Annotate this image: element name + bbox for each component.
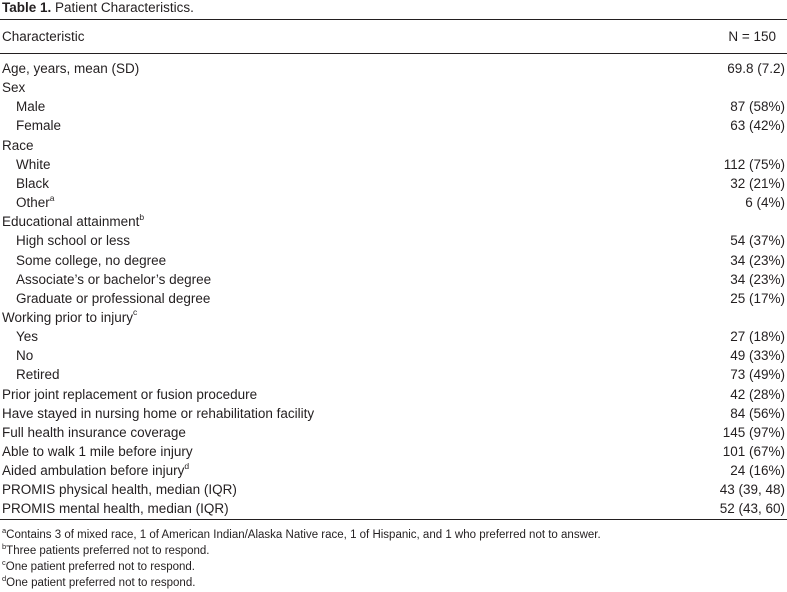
footnote-text: Contains 3 of mixed race, 1 of American Indian/Alaska Native race, 1 of Hispanic, and 1 who preferred not to answer.: [6, 529, 601, 541]
row-label: [16, 174, 49, 193]
row-label: [16, 270, 211, 289]
row-label-text: Able to walk 1 mile before injury: [2, 444, 193, 459]
table-row: [0, 116, 787, 135]
row-label: [16, 116, 61, 135]
table-row: [0, 155, 787, 174]
row-label: [2, 136, 34, 155]
table-row: [0, 385, 787, 404]
table-caption: [2, 0, 194, 16]
row-value: 112 (75%): [723, 156, 785, 172]
footnote-mark: b: [2, 542, 7, 552]
row-value: 145 (97%): [722, 424, 785, 440]
row-label-text: PROMIS physical health, median (IQR): [2, 482, 237, 498]
row-label: [16, 155, 51, 174]
table-row: [0, 461, 787, 480]
footnote: [2, 560, 195, 575]
footnote-text: One patient preferred not to respond.: [5, 561, 195, 573]
row-label: [2, 78, 25, 97]
row-label: [16, 251, 166, 270]
table-row: [0, 346, 787, 365]
row-label-text: Educational attainment: [2, 214, 140, 230]
row-label-text: Working prior to injury: [2, 309, 134, 325]
row-value: 69.8 (7.2): [727, 61, 785, 76]
row-value: 42 (28%): [730, 386, 785, 402]
row-value: 27 (18%): [730, 329, 785, 345]
row-value: 101 (67%): [722, 444, 785, 459]
row-label: [2, 423, 186, 442]
table-row: [0, 480, 787, 499]
table-row: [0, 59, 787, 78]
row-label: [16, 365, 60, 384]
table-row: [0, 212, 787, 231]
table-header-row: [0, 27, 787, 46]
footnote-marker: c: [133, 307, 138, 318]
row-value: 34 (23%): [730, 271, 785, 287]
row-label: [2, 442, 193, 461]
table-caption-label: Table 1.: [2, 0, 52, 15]
footnote-marker: a: [49, 192, 55, 203]
row-label-text: Other: [16, 195, 50, 210]
row-label-text: No: [16, 348, 34, 364]
row-label-text: High school or less: [16, 233, 131, 249]
row-label: [16, 289, 210, 308]
table-row: [0, 251, 787, 270]
table-row: [0, 270, 787, 289]
row-value: 6 (4%): [745, 195, 785, 210]
header-characteristic: Characteristic: [2, 29, 85, 44]
row-label: [16, 231, 130, 250]
row-label-text: Yes: [16, 329, 39, 345]
row-label: [2, 212, 144, 231]
row-label: [2, 59, 139, 78]
table-row: [0, 78, 787, 97]
table-row: [0, 231, 787, 250]
table-row: [0, 423, 787, 442]
row-label-text: Some college, no degree: [16, 252, 167, 268]
footnote-marker: b: [139, 211, 145, 222]
table-row: [0, 404, 787, 423]
table-row: [0, 174, 787, 193]
table-row: [0, 289, 787, 308]
row-value: 34 (23%): [730, 252, 785, 268]
table-row: [0, 193, 787, 212]
footnote: [2, 544, 209, 559]
row-label-text: Associate’s or bachelor’s degree: [16, 271, 212, 287]
row-value: 24 (16%): [730, 463, 785, 479]
row-label-text: Prior joint replacement or fusion procedure: [2, 386, 258, 402]
table-row: [0, 136, 787, 155]
footnote-mark: c: [2, 558, 6, 568]
row-label-text: Aided ambulation before injury: [2, 463, 185, 479]
row-label: [2, 404, 314, 423]
top-rule: [0, 19, 787, 20]
row-label-text: White: [16, 156, 51, 172]
footnote: [2, 576, 195, 591]
row-value: 32 (21%): [730, 175, 785, 191]
row-value: 52 (43, 60): [719, 501, 785, 517]
row-value: 73 (49%): [730, 367, 785, 383]
row-label: [16, 193, 55, 212]
row-label-text: Graduate or professional degree: [16, 290, 211, 306]
table-row: [0, 442, 787, 461]
row-label: [2, 480, 237, 499]
row-label-text: Black: [16, 175, 50, 191]
row-label: [2, 499, 229, 518]
row-label: [16, 97, 45, 116]
row-label-text: Sex: [2, 80, 26, 96]
row-value: 49 (33%): [730, 348, 785, 364]
row-label: [16, 346, 33, 365]
row-label-text: Race: [2, 137, 34, 153]
row-value: 25 (17%): [730, 290, 785, 306]
row-label-text: Retired: [16, 367, 60, 383]
row-label-text: Age, years, mean (SD): [2, 61, 140, 76]
row-value: 43 (39, 48): [719, 482, 785, 498]
row-label-text: Have stayed in nursing home or rehabilitation facility: [2, 405, 315, 421]
row-label: [2, 461, 189, 480]
row-label: [16, 327, 38, 346]
table-row: [0, 327, 787, 346]
row-value: 84 (56%): [730, 405, 785, 421]
footnote-text: One patient preferred not to respond.: [6, 577, 196, 589]
row-value: 63 (42%): [730, 118, 785, 134]
header-n: N = 150: [728, 29, 776, 44]
footnote-mark: d: [2, 574, 7, 584]
footnote-text: Three patients preferred not to respond.: [6, 545, 210, 557]
row-label: [2, 385, 257, 404]
footnote-marker: d: [184, 460, 190, 471]
row-label-text: Male: [16, 99, 46, 115]
footnote-mark: a: [2, 526, 7, 536]
header-rule: [0, 53, 787, 54]
table-row: [0, 308, 787, 327]
row-value: 54 (37%): [730, 233, 785, 249]
table-caption-text: Patient Characteristics.: [55, 0, 194, 15]
table-row: [0, 97, 787, 116]
row-value: 87 (58%): [730, 99, 785, 115]
row-label-text: PROMIS mental health, median (IQR): [2, 501, 229, 517]
table-row: [0, 499, 787, 518]
row-label-text: Female: [16, 118, 62, 134]
table-row: [0, 365, 787, 384]
footnote: [2, 528, 601, 543]
row-label-text: Full health insurance coverage: [2, 424, 186, 440]
bottom-rule: [0, 519, 787, 520]
row-label: [2, 308, 137, 327]
